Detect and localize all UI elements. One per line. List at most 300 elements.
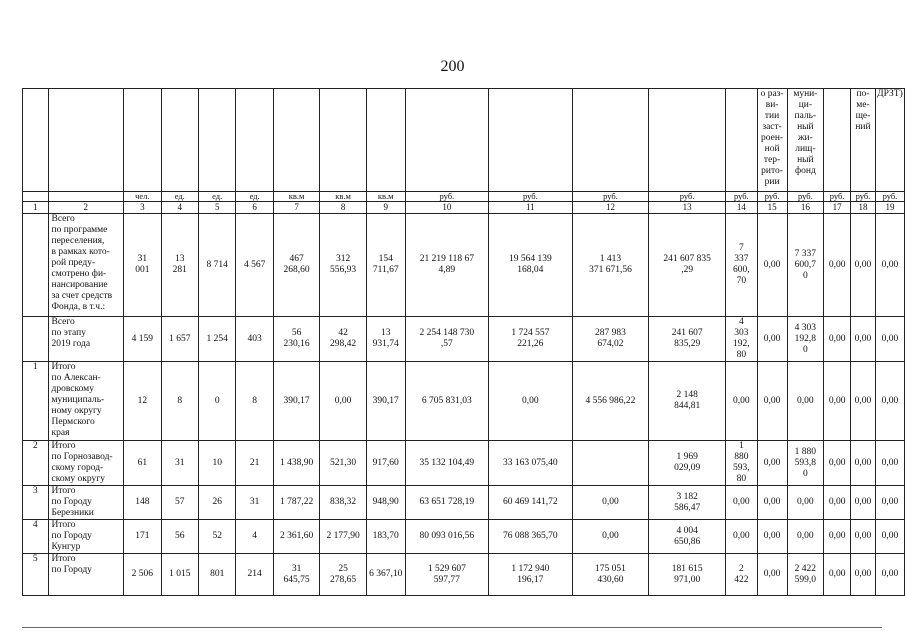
page-number: 200	[440, 58, 465, 75]
row-name-text: Итого по Городу Березники	[51, 486, 94, 518]
value-cell	[405, 317, 489, 362]
value-cell	[366, 486, 405, 520]
cell-text: 25 278,65	[330, 563, 357, 585]
value-cell	[161, 317, 198, 362]
cell-text: 4	[32, 520, 38, 530]
cell-text: 0,00	[334, 395, 352, 406]
cell-text: 1 724 557 221,26	[511, 328, 550, 349]
page-bottom-rule	[22, 627, 882, 630]
value-cell	[649, 520, 726, 554]
cell-text: 2 148 844,81	[674, 390, 701, 411]
row-index-cell	[23, 441, 49, 486]
value-cell	[198, 520, 235, 554]
cell-text: 2	[32, 441, 38, 451]
cell-text: 0	[214, 395, 220, 406]
value-cell	[787, 486, 824, 520]
cell-text: 948,90	[372, 497, 399, 507]
cell-text: 390,17	[372, 395, 399, 406]
header-cell	[273, 89, 320, 192]
value-cell	[236, 362, 273, 441]
unit-cell: руб.	[405, 192, 489, 202]
value-cell	[649, 441, 726, 486]
value-cell	[649, 317, 726, 362]
cell-text: 80 093 016,56	[419, 531, 475, 541]
value-cell	[405, 486, 489, 520]
column-number-cell: 6	[236, 202, 273, 214]
value-cell	[572, 554, 649, 596]
value-cell	[757, 554, 787, 596]
cell-text: 19 564 139 168,04	[508, 254, 552, 275]
value-cell	[161, 441, 198, 486]
cell-text: 0,00	[828, 457, 846, 468]
cell-text: 0,00	[828, 333, 846, 344]
unit-cell: руб.	[572, 192, 649, 202]
cell-text: 31 645,75	[283, 563, 310, 585]
value-cell	[320, 441, 367, 486]
cell-text: 26	[212, 497, 222, 507]
value-cell	[725, 214, 757, 317]
value-cell	[787, 441, 824, 486]
value-cell	[273, 214, 320, 317]
cell-text: 0,00	[828, 531, 846, 541]
cell-text: 4 556 986,22	[585, 395, 636, 406]
cell-text: 76 088 365,70	[503, 531, 558, 541]
value-cell	[273, 554, 320, 596]
cell-text: 1 413 371 671,56	[589, 254, 632, 275]
cell-text: 1 438,90	[279, 457, 314, 468]
value-cell	[236, 214, 273, 317]
value-cell	[757, 441, 787, 486]
cell-text: 4 004 650,86	[674, 525, 701, 547]
cell-text: 0,00	[763, 531, 781, 541]
cell-text: 6 367,10	[369, 569, 403, 579]
cell-text: 838,32	[330, 497, 357, 507]
unit-cell	[48, 192, 124, 202]
value-cell	[824, 317, 851, 362]
header-cell	[124, 89, 161, 192]
value-cell	[489, 486, 573, 520]
column-number-cell: 12	[572, 202, 649, 214]
header-cell-premises	[851, 89, 876, 192]
value-cell	[757, 214, 787, 317]
cell-text: 0,00	[854, 333, 872, 344]
cell-text: 171	[135, 531, 150, 541]
cell-text: 0,00	[733, 395, 750, 406]
value-cell	[787, 214, 824, 317]
value-cell	[875, 520, 904, 554]
value-cell	[161, 554, 198, 596]
cell-text: 1 172 940 196,17	[511, 563, 550, 585]
value-cell	[787, 317, 824, 362]
header-cell-territory	[757, 89, 787, 192]
value-cell	[273, 486, 320, 520]
cell-text: 21 219 118 67 4,89	[419, 254, 474, 275]
cell-text: 2 422	[734, 563, 749, 585]
column-number-cell: 5	[198, 202, 235, 214]
cell-text: 57	[175, 497, 185, 507]
cell-text: 35 132 104,49	[419, 457, 475, 468]
cell-text: 4	[252, 531, 257, 541]
cell-text: 42 298,42	[330, 328, 357, 349]
cell-text: 1 880 593,8 0	[794, 446, 817, 479]
cell-text: 1 529 607 597,77	[427, 563, 466, 585]
table-row	[23, 486, 905, 520]
cell-text: 61	[137, 457, 148, 468]
cell-text: 0,00	[763, 569, 781, 579]
row-name-text: Итого по Городу Кунгур	[51, 520, 92, 552]
header-cell	[198, 89, 235, 192]
cell-text: 0,00	[733, 531, 750, 541]
value-cell	[320, 362, 367, 441]
value-cell	[824, 441, 851, 486]
row-name-text: Всего по программе переселения, в рамках кото- рой преду- смотрено фи- нансирование за счет средств Фонда, в т.ч.:	[51, 214, 113, 312]
column-number-cell: 8	[320, 202, 367, 214]
cell-text: 4 567	[243, 259, 266, 270]
cell-text: 1 015	[169, 569, 191, 579]
value-cell	[405, 362, 489, 441]
row-index-cell	[23, 486, 49, 520]
value-cell	[851, 214, 876, 317]
value-cell	[851, 520, 876, 554]
value-cell	[824, 486, 851, 520]
unit-cell: руб.	[787, 192, 824, 202]
cell-text: 8 714	[206, 259, 228, 270]
cell-text: 0,00	[854, 497, 872, 507]
cell-text: 3 182 586,47	[674, 491, 701, 513]
cell-text: 1 657	[169, 333, 191, 344]
column-number-cell: 7	[273, 202, 320, 214]
value-cell	[725, 441, 757, 486]
value-cell	[320, 486, 367, 520]
value-cell	[198, 441, 235, 486]
cell-text: 0,00	[763, 457, 781, 468]
row-index-cell	[23, 214, 49, 317]
value-cell	[851, 362, 876, 441]
column-number-cell: 9	[366, 202, 405, 214]
value-cell	[725, 317, 757, 362]
cell-text: 31 001	[135, 254, 150, 275]
row-name-text: Итого по Горнозавод- скому город- скому округу	[51, 441, 113, 484]
cell-text: 0,00	[828, 569, 846, 579]
unit-cell	[23, 192, 49, 202]
value-cell	[124, 486, 161, 520]
column-number-cell: 4	[161, 202, 198, 214]
cell-text: 0,00	[881, 569, 899, 579]
value-cell	[124, 362, 161, 441]
cell-text: 0,00	[854, 569, 872, 579]
cell-text: 8	[252, 395, 257, 406]
value-cell	[489, 362, 573, 441]
value-cell	[366, 520, 405, 554]
value-cell	[757, 486, 787, 520]
cell-text: 148	[135, 497, 150, 507]
column-numbers-row	[23, 202, 905, 214]
row-index-cell	[23, 362, 49, 441]
value-cell	[649, 214, 726, 317]
value-cell	[405, 554, 489, 596]
value-cell	[124, 520, 161, 554]
cell-text: 0,00	[828, 497, 846, 507]
value-cell	[851, 554, 876, 596]
header-cell-municipal-fund	[787, 89, 824, 192]
value-cell	[236, 441, 273, 486]
unit-cell: кв.м	[366, 192, 405, 202]
value-cell	[489, 441, 573, 486]
value-cell	[405, 214, 489, 317]
value-cell	[124, 554, 161, 596]
value-cell	[851, 317, 876, 362]
value-cell	[649, 554, 726, 596]
value-cell	[725, 520, 757, 554]
cell-text: 0,00	[881, 259, 899, 270]
value-cell	[572, 486, 649, 520]
cell-text: 0,00	[602, 497, 619, 507]
header-text: по- ме- ще- ний	[855, 89, 871, 132]
cell-text: 4 303 192, 80	[733, 317, 750, 360]
cell-text: 403	[247, 333, 262, 344]
header-cell	[725, 89, 757, 192]
cell-text: 12	[137, 395, 148, 406]
cell-text: 0,00	[797, 497, 814, 507]
cell-text: 13 281	[172, 254, 187, 275]
value-cell	[725, 486, 757, 520]
column-number-cell: 14	[725, 202, 757, 214]
row-name-text: Итого по Алексан- дровскому муниципаль- ному округу Пермского края	[51, 362, 105, 438]
row-name-cell	[48, 362, 124, 441]
value-cell	[124, 317, 161, 362]
cell-text: 10	[212, 457, 222, 468]
cell-text: 63 651 728,19	[419, 497, 475, 507]
value-cell	[161, 520, 198, 554]
cell-text: 56 230,16	[283, 328, 310, 349]
column-number-cell: 3	[124, 202, 161, 214]
column-number-cell: 2	[48, 202, 124, 214]
cell-text: 0,00	[763, 497, 781, 507]
value-cell	[320, 520, 367, 554]
value-cell	[875, 554, 904, 596]
value-cell	[236, 486, 273, 520]
cell-text: 521,30	[330, 457, 357, 468]
cell-text: 241 607 835,29	[671, 328, 703, 349]
value-cell	[198, 554, 235, 596]
table-row	[23, 214, 905, 317]
value-cell	[824, 520, 851, 554]
value-cell	[875, 214, 904, 317]
column-number-cell: 11	[489, 202, 573, 214]
cell-text: 2 361,60	[279, 531, 314, 541]
table-row	[23, 554, 905, 596]
row-name-cell	[48, 520, 124, 554]
value-cell	[572, 214, 649, 317]
table-row	[23, 317, 905, 362]
value-cell	[489, 317, 573, 362]
cell-text: 5	[32, 554, 38, 564]
value-cell	[405, 520, 489, 554]
cell-text: 0,00	[854, 457, 872, 468]
value-cell	[851, 486, 876, 520]
row-name-text: Итого по Городу	[51, 554, 92, 575]
cell-text: 4 159	[131, 333, 153, 344]
row-name-text: Всего по этапу 2019 года	[51, 317, 91, 349]
header-cell	[236, 89, 273, 192]
cell-text: 6 705 831,03	[421, 395, 472, 406]
cell-text: 0,00	[854, 531, 872, 541]
header-cell	[23, 89, 49, 192]
unit-cell: ед.	[236, 192, 273, 202]
cell-text: 0,00	[602, 531, 619, 541]
column-number-cell: 16	[787, 202, 824, 214]
header-cell	[824, 89, 851, 192]
header-text: о раз- ви- тии заст- роен- ной тер- рито- рии	[760, 89, 784, 187]
value-cell	[198, 317, 235, 362]
value-cell	[366, 441, 405, 486]
cell-text: 31	[175, 457, 185, 468]
cell-text: 0,00	[522, 395, 539, 406]
table-body	[23, 214, 905, 596]
value-cell	[875, 317, 904, 362]
row-name-cell	[48, 554, 124, 596]
cell-text: 33 163 075,40	[503, 457, 558, 468]
value-cell	[161, 486, 198, 520]
unit-cell: руб.	[757, 192, 787, 202]
cell-text: 7 337 600, 70	[733, 243, 750, 286]
cell-text: 1 969 029,09	[674, 452, 701, 473]
column-number-cell: 19	[875, 202, 904, 214]
cell-text: 0,00	[854, 259, 872, 270]
cell-text: 154 711,67	[372, 254, 399, 275]
table-row	[23, 520, 905, 554]
value-cell	[824, 362, 851, 441]
unit-cell: кв.м	[320, 192, 367, 202]
value-cell	[572, 441, 649, 486]
row-name-cell	[48, 441, 124, 486]
cell-text: 0,00	[828, 259, 846, 270]
unit-cell: руб.	[649, 192, 726, 202]
cell-text: 183,70	[372, 531, 399, 541]
column-number-cell: 18	[851, 202, 876, 214]
value-cell	[273, 317, 320, 362]
cell-text: 0,00	[881, 333, 899, 344]
cell-text: 0,00	[763, 333, 781, 344]
value-cell	[489, 554, 573, 596]
cell-text: 0,00	[797, 531, 814, 541]
value-cell	[198, 362, 235, 441]
header-cell	[366, 89, 405, 192]
cell-text: 1 254	[206, 333, 228, 344]
value-cell	[366, 554, 405, 596]
header-cell	[489, 89, 573, 192]
value-cell	[787, 554, 824, 596]
header-cell	[572, 89, 649, 192]
value-cell	[824, 554, 851, 596]
value-cell	[198, 214, 235, 317]
cell-text: 241 607 835 ,29	[663, 254, 711, 275]
value-cell	[572, 317, 649, 362]
unit-cell: руб.	[824, 192, 851, 202]
value-cell	[198, 486, 235, 520]
value-cell	[124, 214, 161, 317]
value-cell	[320, 317, 367, 362]
cell-text: 214	[247, 569, 262, 579]
header-cell	[320, 89, 367, 192]
value-cell	[236, 317, 273, 362]
cell-text: 2 177,90	[326, 531, 360, 541]
value-cell	[273, 441, 320, 486]
value-cell	[273, 520, 320, 554]
cell-text: 312 556,93	[330, 254, 357, 275]
value-cell	[236, 554, 273, 596]
cell-text: 801	[210, 569, 225, 579]
header-cell	[649, 89, 726, 192]
header-cell	[405, 89, 489, 192]
value-cell	[161, 214, 198, 317]
unit-cell: ед.	[198, 192, 235, 202]
row-index-cell	[23, 317, 49, 362]
value-cell	[489, 214, 573, 317]
cell-text: 2 254 148 730 ,57	[419, 328, 475, 349]
value-cell	[572, 362, 649, 441]
header-cell	[161, 89, 198, 192]
cell-text: 467 268,60	[283, 254, 310, 275]
cell-text: 0,00	[763, 259, 781, 270]
value-cell	[851, 441, 876, 486]
value-cell	[124, 441, 161, 486]
cell-text: 56	[175, 531, 185, 541]
cell-text: 0,00	[881, 531, 899, 541]
cell-text: 13 931,74	[372, 328, 399, 349]
value-cell	[273, 362, 320, 441]
header-text: ДРЗТ)	[877, 89, 903, 99]
cell-text: 21	[249, 457, 260, 468]
value-cell	[320, 214, 367, 317]
cell-text: 181 615 971,00	[671, 563, 703, 585]
table-row	[23, 441, 905, 486]
unit-cell: руб.	[725, 192, 757, 202]
unit-cell: руб.	[489, 192, 573, 202]
data-table	[22, 88, 905, 596]
header-text: муни- ци- паль- ный жи- лищ- ный фонд	[793, 89, 818, 176]
cell-text: 60 469 141,72	[503, 497, 558, 507]
value-cell	[787, 362, 824, 441]
row-index-cell	[23, 554, 49, 596]
cell-text: 0,00	[828, 395, 846, 406]
value-cell	[366, 362, 405, 441]
cell-text: 8	[177, 395, 183, 406]
unit-cell: ед.	[161, 192, 198, 202]
value-cell	[366, 214, 405, 317]
value-cell	[161, 362, 198, 441]
value-cell	[787, 520, 824, 554]
cell-text: 2 506	[131, 569, 153, 579]
value-cell	[405, 441, 489, 486]
column-number-cell: 1	[23, 202, 49, 214]
header-cell-drzt	[875, 89, 904, 192]
cell-text: 287 983 674,02	[595, 328, 626, 349]
value-cell	[875, 362, 904, 441]
cell-text: 2 422 599,0	[794, 563, 817, 585]
cell-text: 0,00	[881, 457, 899, 468]
column-number-cell: 17	[824, 202, 851, 214]
cell-text: 4 303 192,8 0	[794, 322, 817, 355]
column-number-cell: 15	[757, 202, 787, 214]
value-cell	[725, 554, 757, 596]
units-row	[23, 192, 905, 202]
cell-text: 175 051 430,60	[595, 563, 626, 585]
cell-text: 3	[32, 486, 38, 496]
cell-text: 0,00	[733, 497, 750, 507]
cell-text: 0,00	[881, 395, 899, 406]
unit-cell: руб.	[851, 192, 876, 202]
